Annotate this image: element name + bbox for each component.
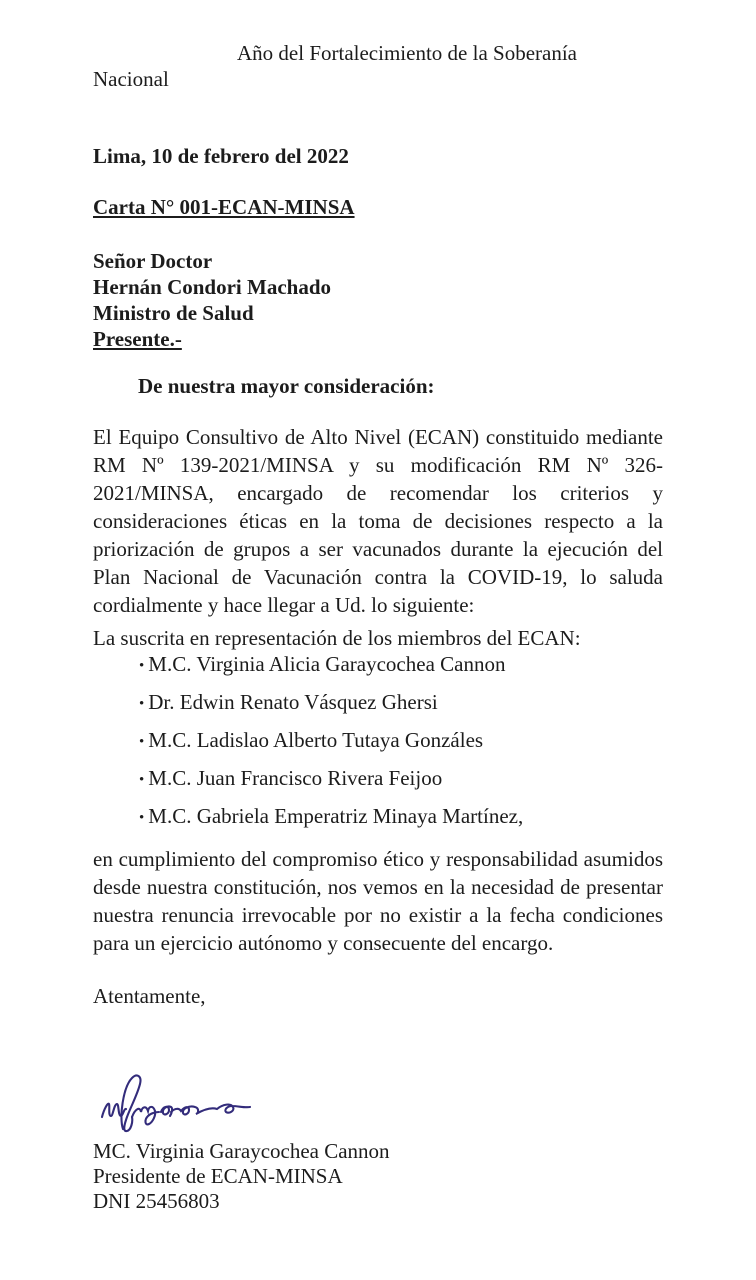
recipient-salutation: Señor Doctor [93, 249, 213, 273]
handwritten-signature-image [99, 1071, 254, 1135]
member-name: M.C. Virginia Alicia Garaycochea Cannon [148, 652, 506, 676]
member-name: M.C. Juan Francisco Rivera Feijoo [148, 766, 443, 790]
signer-name: MC. Virginia Garaycochea Cannon [93, 1139, 390, 1163]
paragraph-resignation: en cumplimiento del compromiso ético y responsabilidad asumidos desde nuestra constitución, nos vemos en la necesidad de presentar nuestra renuncia irrevocable por no existir a la fecha condiciones para un ejercicio autónomo y consecuente del encargo. [93, 847, 663, 955]
members-list [93, 651, 663, 831]
year-motto-line1: Año del Fortalecimiento de la Soberanía [237, 41, 577, 65]
member-name: M.C. Gabriela Emperatriz Minaya Martínez, [148, 804, 524, 828]
list-item [93, 803, 663, 831]
list-item [93, 689, 663, 717]
list-item [93, 651, 663, 679]
members-list-intro: La suscrita en representación de los miembros del ECAN: [93, 626, 581, 650]
list-item [93, 727, 663, 755]
bullet-icon: • [139, 658, 145, 674]
bullet-icon: • [139, 810, 145, 826]
bullet-icon: • [139, 772, 145, 788]
signature-block [93, 1071, 663, 1214]
bullet-icon: • [139, 734, 145, 750]
recipient-block [93, 248, 663, 352]
letter-reference: Carta N° 001-ECAN-MINSA [93, 195, 355, 219]
recipient-title: Ministro de Salud [93, 301, 254, 325]
recipient-presente: Presente.- [93, 327, 182, 351]
list-item [93, 765, 663, 793]
date-line: Lima, 10 de febrero del 2022 [93, 144, 349, 168]
member-name: M.C. Ladislao Alberto Tutaya Gonzáles [148, 728, 484, 752]
member-name: Dr. Edwin Renato Vásquez Ghersi [148, 690, 438, 714]
bullet-icon: • [139, 696, 145, 712]
greeting-line: De nuestra mayor consideración: [138, 374, 435, 398]
year-motto-line2: Nacional [93, 67, 169, 91]
signer-dni: DNI 25456803 [93, 1189, 220, 1213]
recipient-name: Hernán Condori Machado [93, 275, 332, 299]
paragraph-intro: El Equipo Consultivo de Alto Nivel (ECAN) constituido mediante RM Nº 139-2021/MINSA y su modificación RM Nº 326-2021/MINSA, encargado de recomendar los criterios y consideraciones éticas en la toma de decisiones respecto a la priorización de grupos a ser vacunados durante la ejecución del Plan Nacional de Vacunación contra la COVID-19, lo saluda cordialmente y hace llegar a Ud. lo siguiente: [93, 425, 663, 617]
reference-wrap [93, 194, 663, 220]
year-motto [93, 40, 663, 92]
closing-line: Atentamente, [93, 984, 206, 1008]
signer-role: Presidente de ECAN-MINSA [93, 1164, 343, 1188]
signer-identity [93, 1139, 663, 1214]
